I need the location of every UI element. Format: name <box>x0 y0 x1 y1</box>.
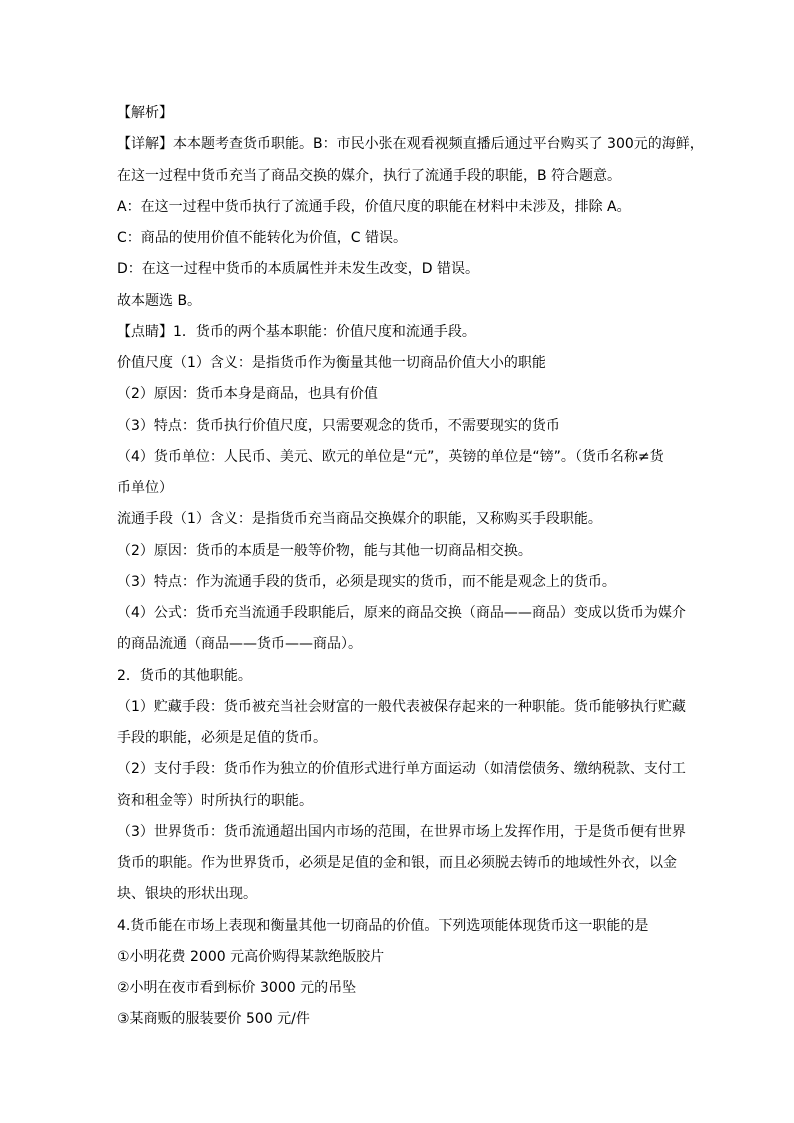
section-heading-tips: 【点睛】1．货币的两个基本职能：价值尺度和流通手段。 <box>117 323 476 340</box>
text-line: 2．货币的其他职能。 <box>117 667 252 684</box>
text-line: （4）公式：货币充当流通手段职能后，原来的商品交换（商品——商品）变成以货币为媒介 <box>117 605 686 621</box>
document-body <box>117 98 704 1036</box>
text-line: 【详解】本本题考查货币职能。B：市民小张在观看视频直播后通过平台购买了 300元的海鲜， <box>117 136 704 153</box>
text-line: 的商品流通（商品——货币——商品）。 <box>117 636 362 653</box>
text-line: （2）原因：货币的本质是一般等价物，能与其他一切商品相交换。 <box>117 542 532 559</box>
text-line: A：在这一过程中货币执行了流通手段，价值尺度的职能在材料中未涉及，排除 A。 <box>117 198 631 215</box>
text-line: 在这一过程中货币充当了商品交换的媒介，执行了流通手段的职能，B 符合题意。 <box>117 167 622 184</box>
text-line: D：在这一过程中货币的本质属性并未发生改变，D 错误。 <box>117 261 480 278</box>
question-option: ②小明在夜市看到标价 3000 元的吊坠 <box>117 980 357 996</box>
text-line: （3）世界货币：货币流通超出国内市场的范围，在世界市场上发挥作用，于是货币便有世界 <box>117 823 686 840</box>
text-line: （2）支付手段：货币作为独立的价值形式进行单方面运动（如清偿债务、缴纳税款、支付工 <box>117 761 686 778</box>
text-line: 块、银块的形状出现。 <box>117 886 257 903</box>
text-line: 币单位） <box>117 480 173 496</box>
text-line: （1）贮藏手段：货币被充当社会财富的一般代表被保存起来的一种职能。货币能够执行贮藏 <box>117 698 686 715</box>
question-option: ③某商贩的服装要价 500 元/件 <box>117 1011 310 1028</box>
text-line: （2）原因：货币本身是商品，也具有价值 <box>117 386 378 403</box>
text-line: 流通手段（1）含义：是指货币充当商品交换媒介的职能，又称购买手段职能。 <box>117 511 602 528</box>
text-line: 价值尺度（1）含义：是指货币作为衡量其他一切商品价值大小的职能 <box>117 355 546 371</box>
text-line: （3）特点：作为流通手段的货币，必须是现实的货币，而不能是观念上的货币。 <box>117 573 616 590</box>
text-line: 故本题选 B。 <box>117 292 202 309</box>
text-line: 货币的职能。作为世界货币，必须是足值的金和银，而且必须脱去铸币的地域性外衣，以金 <box>117 855 677 871</box>
text-line: 手段的职能，必须是足值的货币。 <box>117 730 327 746</box>
text-line: 资和租金等）时所执行的职能。 <box>117 792 313 809</box>
question-option: ①小明花费 2000 元高价购得某款绝版胶片 <box>117 948 385 965</box>
question-stem: 4.货币能在市场上表现和衡量其他一切商品的价值。下列选项能体现货币这一职能的是 <box>117 917 649 934</box>
text-line: C：商品的使用价值不能转化为价值，C 错误。 <box>117 230 407 246</box>
text-line: （4）货币单位：人民币、美元、欧元的单位是“元”，英镑的单位是“镑”。（货币名称≠货 <box>117 448 664 465</box>
section-heading-analysis: 【解析】 <box>117 105 173 121</box>
text-line: （3）特点：货币执行价值尺度，只需要观念的货币，不需要现实的货币 <box>117 417 560 434</box>
